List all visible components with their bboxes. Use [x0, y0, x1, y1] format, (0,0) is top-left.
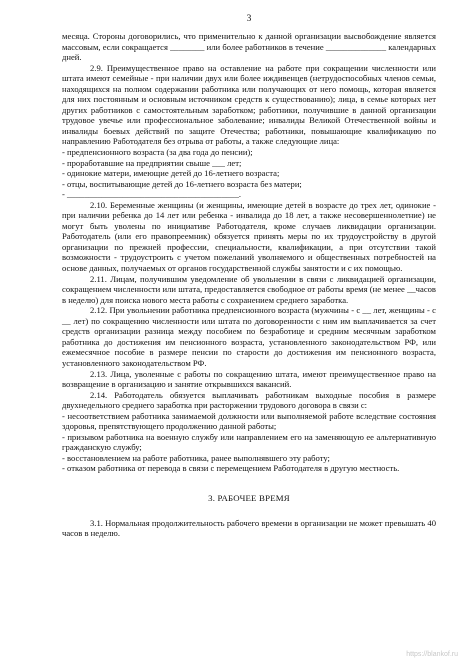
paragraphs-container [62, 31, 436, 474]
paragraph: - несоответствием работника занимаемой должности или выполняемой работе вследствие состояния здоровья, препятствующего продолжению данной работы; [62, 410, 436, 432]
paragraph: месяца. Стороны договорились, что применительно к данной организации высвобождение является массовым, если сокращается ________ или более работников в течение ______________ календарных дней. [62, 31, 436, 63]
paragraph: 2.11. Лицам, получившим уведомление об увольнении в связи с ликвидацией организации, сокращением численности или штата, предоставляется свободное от работы время (не менее __часов в неделю) для поиска нового места работы с сохранением среднего заработка. [62, 273, 436, 305]
paragraph: - отцы, воспитывающие детей до 16-летнего возраста без матери; [62, 178, 302, 189]
document-body [62, 31, 436, 539]
paragraph: - отказом работника от перевода в связи с перемещением Работодателя в другую местность. [62, 463, 400, 474]
paragraph: - проработавшие на предприятии свыше ___ лет; [62, 157, 242, 168]
section-heading: 3. РАБОЧЕЕ ВРЕМЯ [208, 492, 290, 503]
page-number: 3 [246, 14, 252, 24]
watermark-link[interactable]: https://blankof.ru [406, 651, 458, 658]
paragraph: - одинокие матери, имеющие детей до 16-летнего возраста; [62, 168, 280, 179]
paragraph: - призывом работника на военную службу или направлением его на заменяющую ее альтернативную гражданскую службу; [62, 431, 436, 453]
paragraph: 2.12. При увольнении работника предпенсионного возраста (мужчины - с __ лет, женщины - с __ лет) по сокращению численности или штата по договоренности с ним им выплачивается за счет средств организации разница между пособием по безработице и средним месячным заработком работника до достижения им пенсионного возраста, установленного законодательством РФ, или ежемесячное пособие в размере пенсии по старости до достижения им пенсионного возраста, установленного законодательством РФ. [62, 305, 436, 368]
paragraph: - ________________________________________. [62, 189, 242, 200]
paragraph: 3.1. Нормальная продолжительность рабочего времени в организации не может превышать 40 часов в неделю. [62, 517, 436, 539]
paragraph: - предпенсионного возраста (за два года до пенсии); [62, 147, 253, 158]
paragraph: 2.13. Лица, уволенные с работы по сокращению штата, имеют преимущественное право на возвращение в организацию и занятие открывшихся вакансий. [62, 368, 436, 390]
paragraph: 2.9. Преимущественное право на оставление на работе при сокращении численности или штата имеют семейные - при наличии двух или более иждивенцев (нетрудоспособных членов семьи, находящихся на полном содержании работника или получающих от него помощь, которая является для них постоянным и основным источником средств к существованию); лица, в семье которых нет других работников с самостоятельным заработком; работники, получившие в данной организации трудовое увечье или профессиональное заболевание; инвалиды Великой Отечественной войны и инвалиды боевых действий по защите Отечества; работники, повышающие квалификацию по направлению Работодателя без отрыва от работы, а также следующие лица: [62, 62, 436, 147]
section-paragraphs-container [62, 518, 436, 539]
paragraph: - восстановлением на работе работника, ранее выполнявшего эту работу; [62, 452, 330, 463]
paragraph: 2.10. Беременные женщины (и женщины, имеющие детей в возрасте до трех лет, одинокие - при наличии ребенка до 14 лет или ребенка - инвалида до 18 лет, а также несовершеннолетние) не могут быть уволены по инициативе Работодателя, кроме случаев ликвидации организации. Работодатель (или его правопреемник) обязуется принять меры по их трудоустройству в другой организации по прежней профессии, специальности, квалификации, а при отсутствии такой возможности - трудоустроить с учетом пожеланий уволняемого и общественных потребностей на основе данных, получаемых от органов государственной службы занятости и с их помощью. [62, 199, 436, 274]
paragraph: 2.14. Работодатель обязуется выплачивать работникам выходные пособия в размере двухнедельного среднего заработка при расторжении трудового договора в связи с: [62, 389, 436, 411]
